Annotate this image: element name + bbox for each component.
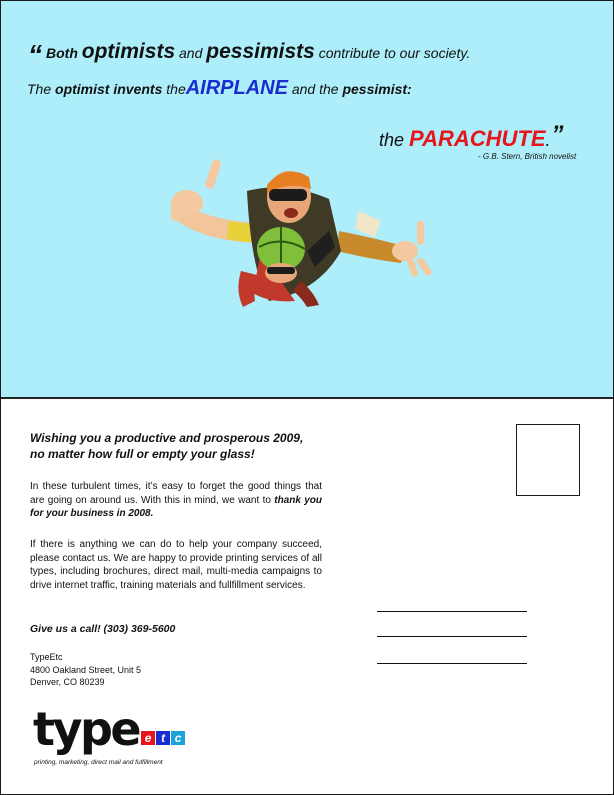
greeting-heading: Wishing you a productive and prosperous 2009, no matter how full or empty your glass! [30, 431, 304, 461]
stamp-box [516, 424, 580, 496]
logo-wordmark: type [33, 702, 140, 756]
logo-badge-e: e [141, 731, 155, 745]
return-address [30, 651, 141, 689]
address-line-2 [377, 636, 527, 637]
thanks-emphasis: thank you for your business in 2008. [30, 494, 322, 519]
airplane-word: AIRPLANE [185, 77, 288, 99]
quote-line-3: the PARACHUTE.” [379, 121, 564, 151]
close-quote-mark: ” [551, 121, 564, 148]
logo-badge-t: t [156, 731, 170, 745]
logo-tagline: printing, marketing, direct mail and fulfillment [34, 759, 163, 766]
address-line-3 [377, 663, 527, 664]
quote-line-2: The optimist invents theAIRPLANE and the pessimist: [27, 77, 412, 99]
company-name: TypeEtc [30, 652, 63, 662]
street-address: 4800 Oakland Street, Unit 5 [30, 664, 142, 675]
parachute-word: PARACHUTE [409, 126, 546, 151]
typeetc-logo [33, 702, 186, 756]
postcard-front [1, 1, 613, 399]
paragraph-services: If there is anything we can do to help your company succeed, please contact us. We are happy to provide printing services of all types, including brochures, direct mail, multi-media campaigns to drive internet traffic, training materials and fullfillment services. [30, 539, 322, 591]
phone-call-to-action: Give us a call! (303) 369-5600 [30, 623, 176, 635]
paragraph-thanks: In these turbulent times, it’s easy to forget the good things that are going on around us. With this in mind, we want to thank you for your business in 2008. [30, 481, 322, 519]
logo-badge-c: c [171, 731, 185, 745]
city-state-zip: Denver, CO 80239 [30, 677, 105, 687]
quote-line-1: “ Both optimists and pessimists contribute to our society. [28, 39, 471, 70]
skydivers-photo [169, 151, 437, 311]
logo-etc-badges [141, 729, 186, 747]
quote-attribution: - G.B. Stern, British novelist [478, 152, 577, 161]
address-line-1 [377, 611, 527, 612]
open-quote-mark: “ [28, 39, 42, 70]
